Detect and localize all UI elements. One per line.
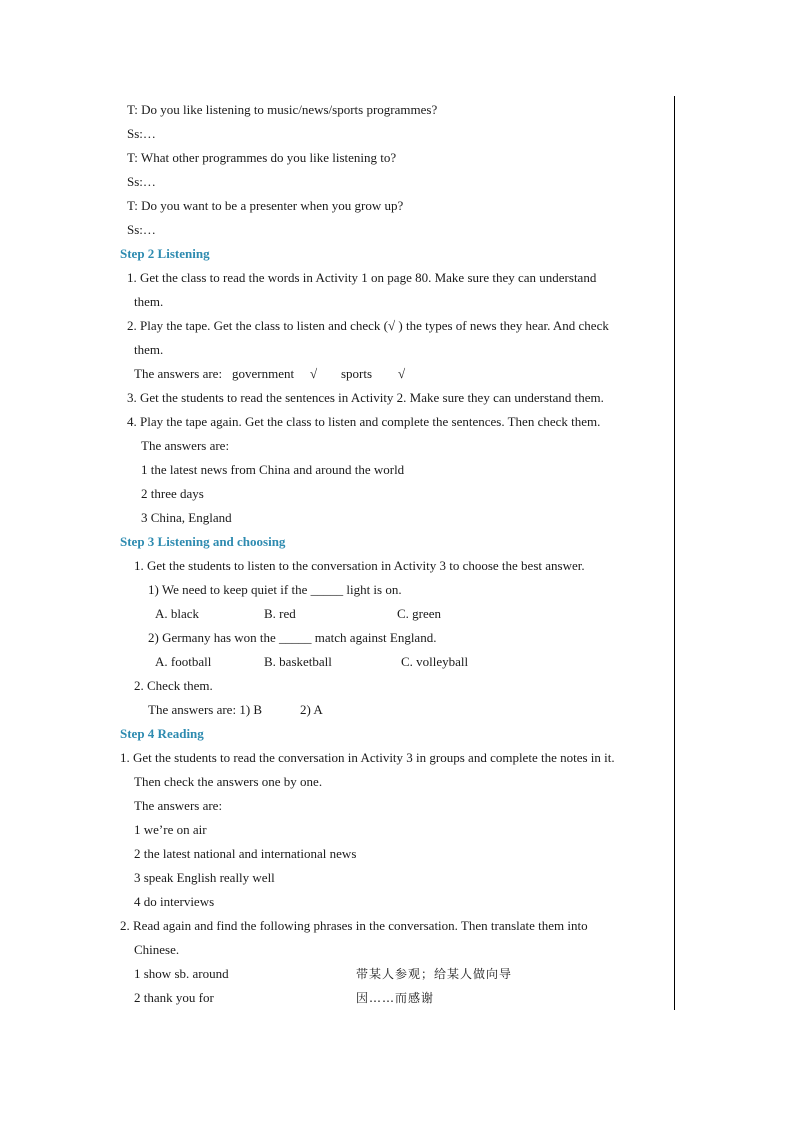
dialogue-line-4: Ss:… — [127, 174, 156, 189]
step2-answers2-label: The answers are: — [141, 438, 230, 453]
step4-item1-line2: Then check the answers one by one. — [134, 774, 323, 789]
step2-answer-sports: sports — [341, 366, 373, 381]
step3-item2: 2. Check them. — [134, 678, 213, 693]
step4-phrase-1-cn: 带某人参观；给某人做向导 — [356, 967, 513, 981]
step3-q2-option-c: C. volleyball — [401, 654, 469, 669]
step3-q1-option-b: B. red — [264, 606, 296, 621]
step3-question-2: 2) Germany has won the _____ match against England. — [148, 630, 437, 645]
step2-check-1: √ — [310, 366, 318, 381]
step2-check-2: √ — [398, 366, 406, 381]
step2-item3: 3. Get the students to read the sentences in Activity 2. Make sure they can understand them. — [127, 390, 604, 405]
step2-item2-line1: 2. Play the tape. Get the class to listen and check (√ ) the types of news they hear. And check — [127, 318, 609, 333]
step2-answers-label: The answers are: — [134, 366, 223, 381]
step2-answer-1: 1 the latest news from China and around the world — [141, 462, 405, 477]
step4-answer-1: 1 we’re on air — [134, 822, 207, 837]
step4-answers-label: The answers are: — [134, 798, 223, 813]
step4-answer-3: 3 speak English really well — [134, 870, 275, 885]
step2-heading: Step 2 Listening — [120, 246, 210, 261]
step4-item2-line1: 2. Read again and find the following phrases in the conversation. Then translate them into — [120, 918, 588, 933]
step4-item1-line1: 1. Get the students to read the conversation in Activity 3 in groups and complete the notes in it. — [120, 750, 615, 765]
step3-q1-option-a: A. black — [155, 606, 200, 621]
step3-answers-b: 2) A — [300, 702, 323, 717]
step4-phrase-2-en: 2 thank you for — [134, 990, 214, 1005]
step3-q2-option-b: B. basketball — [264, 654, 332, 669]
step4-answer-4: 4 do interviews — [134, 894, 215, 909]
step2-item1-line2: them. — [134, 294, 164, 309]
dialogue-line-5: T: Do you want to be a presenter when you grow up? — [127, 198, 404, 213]
step4-answer-2: 2 the latest national and international news — [134, 846, 357, 861]
step4-phrase-1-en: 1 show sb. around — [134, 966, 229, 981]
step4-phrase-2-cn: 因……而感谢 — [356, 991, 435, 1005]
step3-heading: Step 3 Listening and choosing — [120, 534, 286, 549]
step2-answer-2: 2 three days — [141, 486, 204, 501]
step2-answer-government: government — [232, 366, 295, 381]
step3-q1-option-c: C. green — [397, 606, 442, 621]
step2-answer-3: 3 China, England — [141, 510, 232, 525]
step3-q2-option-a: A. football — [155, 654, 212, 669]
step2-item1-line1: 1. Get the class to read the words in Activity 1 on page 80. Make sure they can understand — [127, 270, 597, 285]
step3-question-1: 1) We need to keep quiet if the _____ light is on. — [148, 582, 402, 597]
dialogue-line-1: T: Do you like listening to music/news/sports programmes? — [127, 102, 438, 117]
step2-item2-line2: them. — [134, 342, 164, 357]
table-right-border — [674, 96, 675, 1010]
step4-item2-line2: Chinese. — [134, 942, 180, 957]
step3-item1: 1. Get the students to listen to the conversation in Activity 3 to choose the best answer. — [134, 558, 585, 573]
dialogue-line-2: Ss:… — [127, 126, 156, 141]
step4-heading: Step 4 Reading — [120, 726, 204, 741]
step3-answers-label: The answers are: 1) B — [148, 702, 263, 717]
step2-item4: 4. Play the tape again. Get the class to listen and complete the sentences. Then check them. — [127, 414, 601, 429]
dialogue-line-6: Ss:… — [127, 222, 156, 237]
dialogue-line-3: T: What other programmes do you like listening to? — [127, 150, 397, 165]
